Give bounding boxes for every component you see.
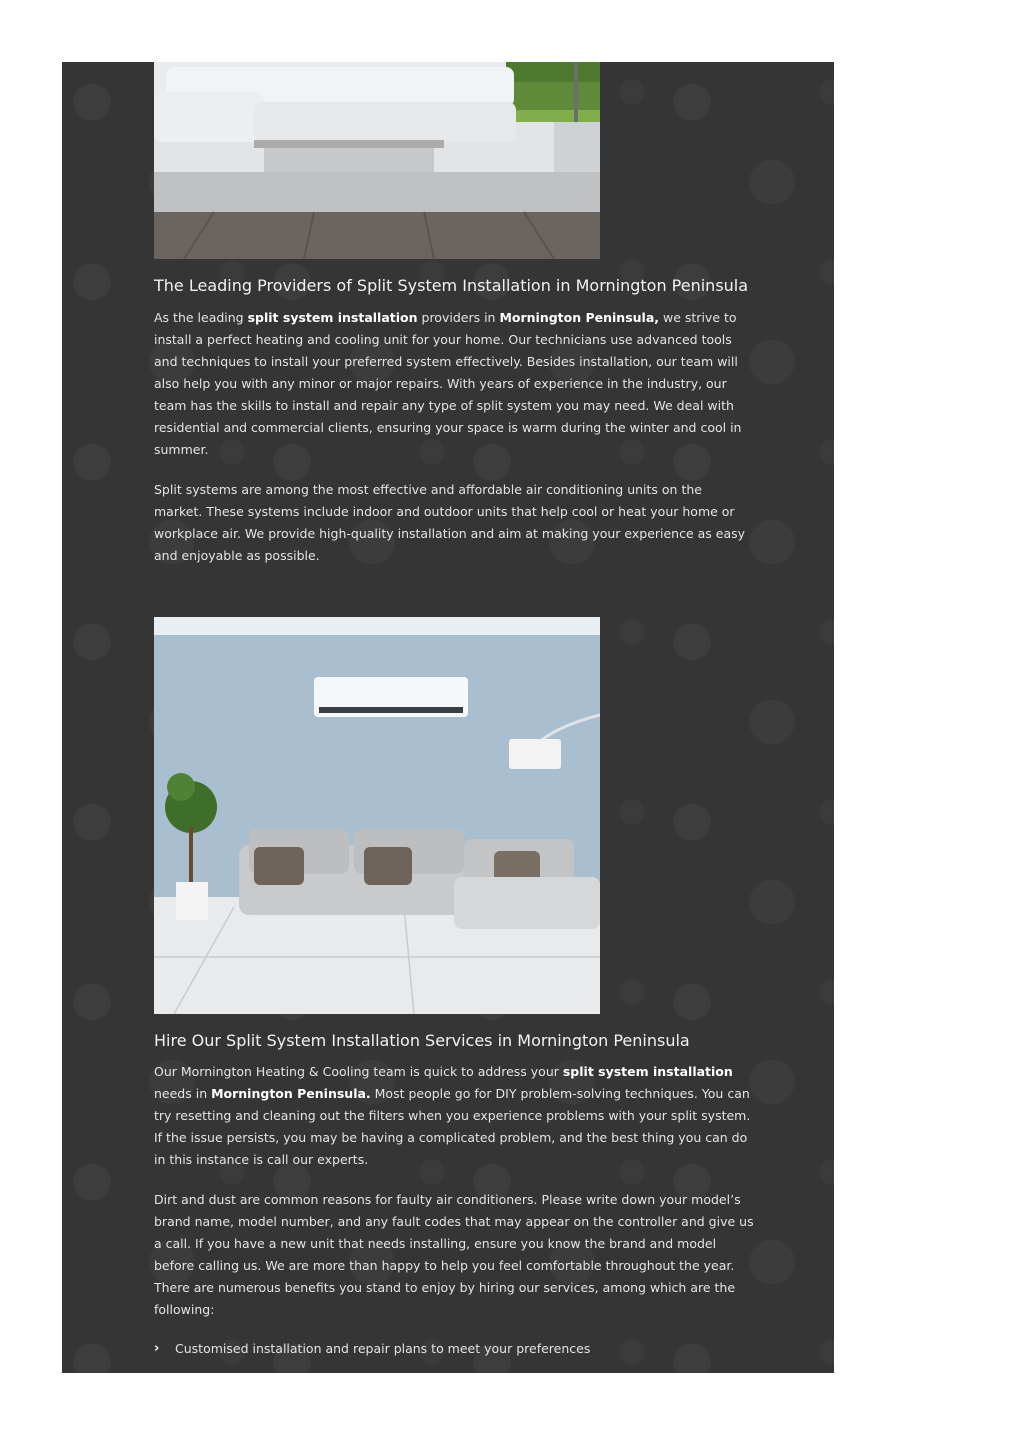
section-1-paragraph-1-text [154,307,754,461]
section-2-paragraph-2 [154,1189,754,1321]
text-run: Most people go for DIY problem-solving techniques. You can try resetting and cleaning out the filters when you experience problems with your split system. If the issue persists, you may be having a complicated problem, and the best thing you can do in this instance is call our experts. [154,1086,751,1167]
section-2-paragraph-1 [154,1061,754,1171]
text-run: needs in [154,1086,212,1101]
section-2-paragraph-2-text: Dirt and dust are common reasons for faulty air conditioners. Please write down your model’s brand name, model number, and any fault codes that may appear on the controller and give us a call. If you have a new unit that needs installing, ensure you know the brand and model before calling us. We are more than happy to help you feel comfortable throughout the year. There are numerous benefits you stand to enjoy by hiring our services, among which are the following: [154,1192,754,1317]
bold-text: split system installation [247,310,418,325]
section-2-title: Hire Our Split System Installation Services in Mornington Peninsula [154,1031,690,1050]
list-item-text: Customised installation and repair plans to meet your preferences [175,1341,591,1356]
text-run: As the leading [154,310,248,325]
section-1-paragraph-1 [154,307,754,461]
section-1-heading [154,276,754,295]
living-room-sofa-image [154,62,600,259]
benefits-list [154,1338,754,1360]
bold-text: Mornington Peninsula. [211,1086,371,1101]
list-item [154,1338,754,1360]
content-panel [62,62,834,1373]
section-1-paragraph-2-text: Split systems are among the most effective and affordable air conditioning units on the market. These systems include indoor and outdoor units that help cool or heat your home or workplace air. We provide high-quality installation and aim at making your experience as easy and enjoyable as possible. [154,482,746,563]
text-run: we strive to install a perfect heating and cooling unit for your home. Our technicians use advanced tools and techniques to install your preferred system effectively. Besides installation, our team will also help you with any minor or major repairs. With years of experience in the industry, our team has the skills to install and repair any type of split system you may need. We deal with residential and commercial clients, ensuring your space is warm during the winter and cool in summer. [154,310,742,457]
split-system-room-image [154,617,600,1014]
chevron-right-icon: › [154,1341,160,1356]
section-2-heading [154,1031,754,1050]
text-run: Our Mornington Heating & Cooling team is quick to address your [154,1064,563,1079]
section-2-paragraph-1-text [154,1061,754,1171]
bold-text: split system installation [562,1064,733,1079]
section-1-paragraph-2 [154,479,754,567]
bold-text: Mornington Peninsula, [499,310,660,325]
section-1-title: The Leading Providers of Split System Installation in Mornington Peninsula [154,276,749,295]
text-run: providers in [417,310,500,325]
